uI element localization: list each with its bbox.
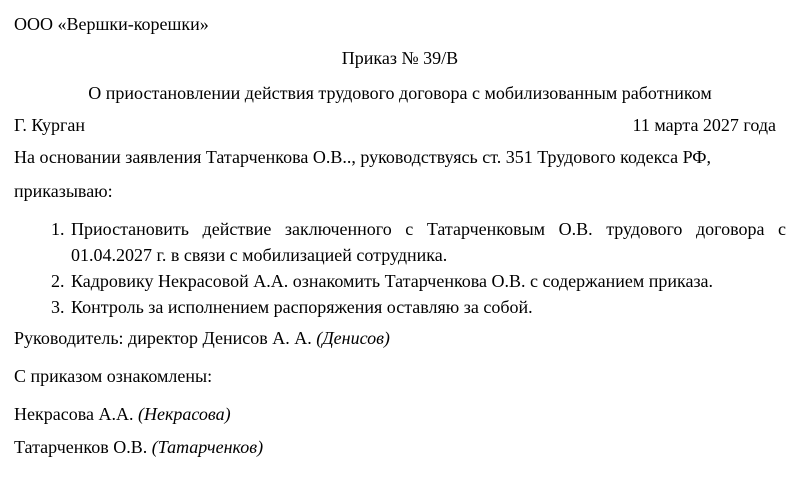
person-signature: (Татарченков) [151, 437, 264, 457]
directive-word: приказываю: [14, 181, 113, 201]
person-signature: (Некрасова) [137, 404, 231, 424]
order-item: 2. Кадровику Некрасовой А.А. ознакомить Татарченкова О.В. с содержанием приказа. [69, 268, 786, 294]
city-date-row [14, 112, 786, 138]
company-name: ООО «Вершки-корешки» [14, 14, 209, 34]
order-number: Приказ № 39/В [341, 48, 459, 68]
order-item: 1. Приостановить действие заключенного с Татарченковым О.В. трудового договора с 01.04.2027 г. в связи с мобилизацией сотрудника. [69, 216, 786, 268]
director-signature: (Денисов) [316, 328, 390, 348]
order-items-list [14, 216, 786, 320]
date-label: 11 марта 2027 года [632, 115, 776, 135]
city-label: Г. Курган [14, 115, 86, 135]
acknowledged-row [14, 434, 786, 460]
basis-paragraph: На основании заявления Татарченкова О.В.., руководствуясь ст. 351 Трудового кодекса РФ, [14, 147, 711, 167]
person-name: Некрасова А.А. [14, 404, 134, 424]
director-line [14, 325, 786, 351]
acknowledged-row [14, 401, 786, 427]
acknowledged-heading: С приказом ознакомлены: [14, 366, 213, 386]
order-subject: О приостановлении действия трудового договора с мобилизованным работником [88, 83, 712, 103]
person-name: Татарченков О.В. [14, 437, 148, 457]
director-label: Руководитель: директор Денисов А. А. [14, 328, 312, 348]
order-item: 3. Контроль за исполнением распоряжения оставляю за собой. [69, 294, 786, 320]
